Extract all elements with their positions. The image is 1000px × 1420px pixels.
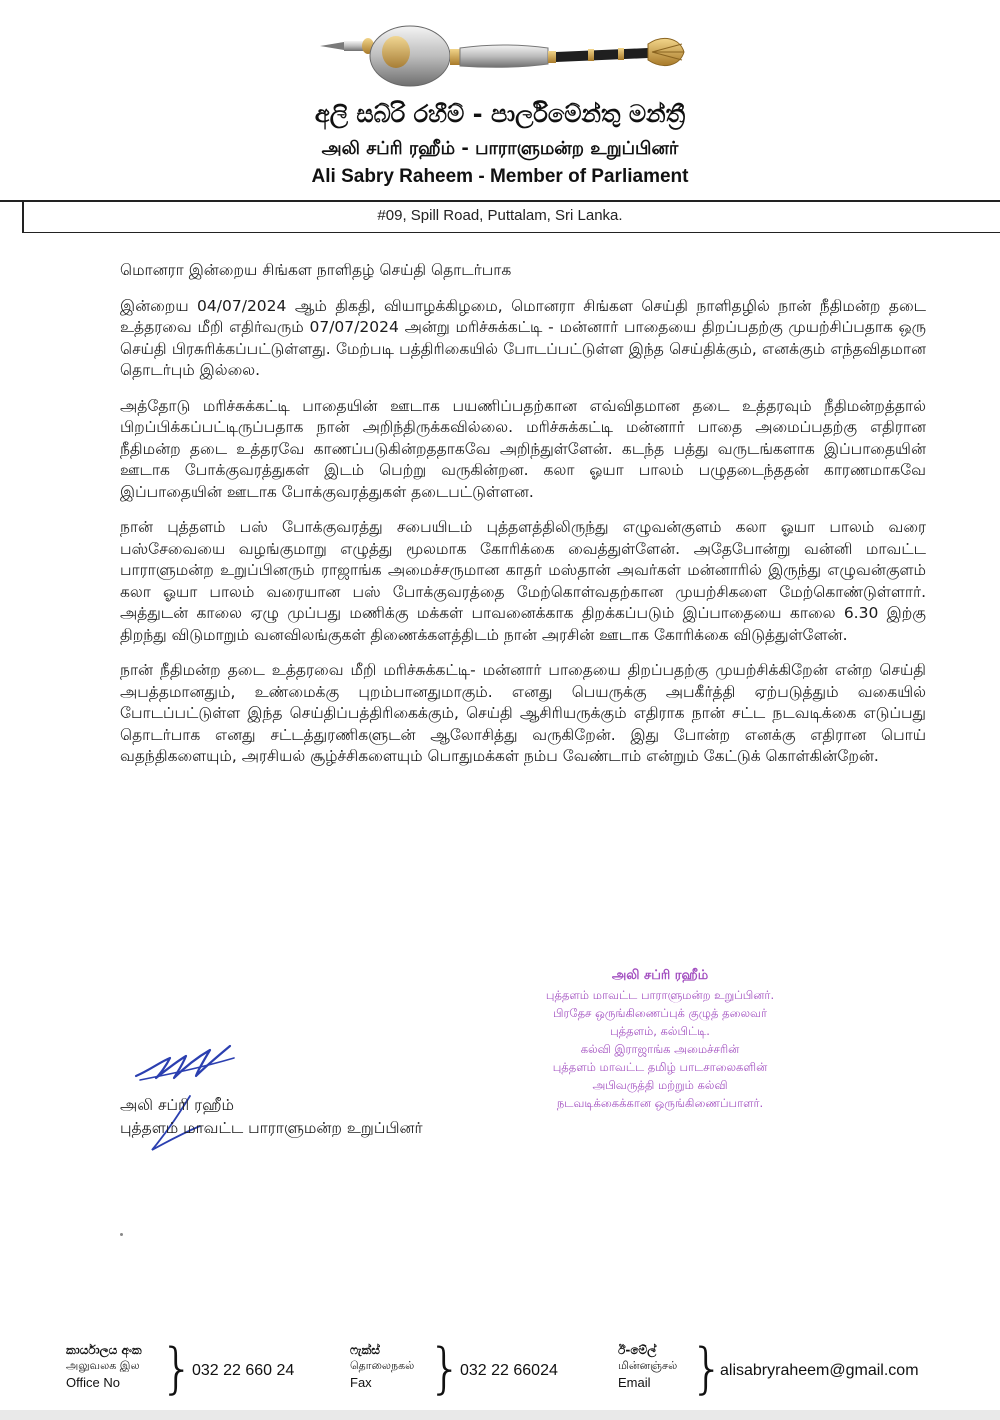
- signoff-block: [120, 1094, 423, 1140]
- header-address: #09, Spill Road, Puttalam, Sri Lanka.: [377, 207, 623, 224]
- office-number: 032 22 660 24: [192, 1362, 295, 1379]
- signoff-name: அலி சப்ரி ரஹீம்: [120, 1096, 234, 1114]
- letter-paragraph: அத்தோடு மரிச்சுக்கட்டி பாதையின் ஊடாக பயணிப்பதற்கான எவ்விதமான தடை உத்தரவும் நீதிமன்றத்தால் பிறப்பிக்கப்பட்டிருப்பதாக நான் அறிந்திருக்கவில்லை. மரிச்சுக்கட்டி மன்னார் பாதை அமைப்பதற்கு எதிரான நீதிமன்ற தடை உத்தரவே காணப்படுகின்றததாகவே அறிந்துள்ளேன். கடந்த பத்து வருடங்களாக இப்பாதையின் ஊடாக போக்குவரத்துகள் இடம் பெற்று வருகின்றன. கலா ஓயா பாலம் பழுதடைந்ததன் காரணமாகவே இப்பாதையின் ஊடாக போக்குவரத்துகள் தடைபட்டுள்ளன.: [120, 396, 926, 501]
- footer-contacts: [0, 1337, 1000, 1402]
- email-label-tamil: மின்னஞ்சல்: [618, 1359, 678, 1372]
- parliament-mace-emblem: [318, 22, 688, 94]
- footer-office-labels: [66, 1342, 142, 1392]
- header-title-english: Ali Sabry Raheem - Member of Parliament: [311, 166, 689, 187]
- brace-icon: }: [428, 1337, 463, 1400]
- stamp-line: அபிவருத்தி மற்றும் கல்வி: [592, 1078, 728, 1092]
- fax-label-english: Fax: [350, 1375, 372, 1390]
- footer-email-labels: [618, 1342, 677, 1392]
- stray-mark: [120, 1233, 123, 1236]
- signoff-title: புத்தளம் மாவட்ட பாராளுமன்ற உறுப்பினர்: [120, 1119, 423, 1137]
- letter-paragraph: நான் புத்தளம் பஸ் போக்குவரத்து சபையிடம் புத்தளத்திலிருந்து எழுவன்குளம் கலா ஓயா பாலம் வரை பஸ்சேவையை வழங்குமாறு எழுத்து மூலமாக கோரிக்கை வைத்துள்ளேன். அதேபோன்று வன்னி மாவட்ட பாராளுமன்ற உறுப்பினரும் ராஜாங்க அமைச்சருமான காதர் மஸ்தான் அவர்கள் மன்னாரில் இருந்து எழுவன்குளம் கலா ஓயா பாலம் வரையான பஸ் போக்குவரத்தை மேற்கொள்வதற்கான முயற்சிகளை மேற்கொண்டுள்ளார். அத்துடன் காலை ஏழு முப்பது மணிக்கு மக்கள் பாவனைக்காக திறக்கப்படும் இப்பாதையை காலை 6.30 இற்கு திறந்து விடுமாறும் வனவிலங்குகள் திணைக்களத்திடம் நான் அரசின் ஊடாக கோரிக்கை விடுத்துள்ளேன்.: [120, 518, 926, 644]
- brace-icon: }: [690, 1337, 725, 1400]
- stamp-line: நடவடிக்கைக்கான ஒருங்கிணைப்பாளர்.: [556, 1096, 764, 1110]
- header-title-sinhala: අලි සබ්රි රහීම් - පාර්ලිමේන්තු මන්ත්‍රී: [314, 100, 686, 128]
- stamp-line: புத்தளம் மாவட்ட பாராளுமன்ற உறுப்பினர்.: [545, 988, 775, 1002]
- stamp-line: புத்தளம் மாவட்ட தமிழ் பாடசாலைகளின்: [552, 1060, 768, 1074]
- letter-paragraph: இன்றைய 04/07/2024 ஆம் திகதி, வியாழக்கிழமை, மொனரா சிங்கள செய்தி நாளிதழில் நான் நீதிமன்ற தடை உத்தரவை மீறி எதிர்வரும் 07/07/2024 அன்று மரிச்சுக்கட்டி - மன்னார் பாதையை திறப்பதற்கு முயற்சிப்பதாக ஒரு செய்தி பிரசுரிக்கப்பட்டுள்ளது. மேற்படி பத்திரிகையில் போடப்பட்டுள்ள இந்த செய்திக்கும், எனக்கும் எந்தவிதமான தொடர்பும் இல்லை.: [120, 296, 927, 379]
- email-label-sinhala: ඊ-මේල්: [618, 1343, 657, 1357]
- office-label-english: Office No: [66, 1375, 120, 1390]
- letter-paragraph: நான் நீதிமன்ற தடை உத்தரவை மீறி மரிச்சுக்கட்டி- மன்னார் பாதையை திறப்பதற்கு முயற்சிக்கிறேன் என்ற செய்தி அபத்தமானதும், உண்மைக்கு புறம்பானதுமாகும். எனது பெயருக்கு அபகீர்த்தி ஏற்படுத்தும் வகையில் போடப்பட்டுள்ள இந்த செய்திப்பத்திரிகைக்கும், செய்தி ஆசிரியருக்கும் எதிராக நான் சட்ட நடவடிக்கை எடுப்பது தொடர்பாக எனது சட்டத்துரணிகளுடன் ஆலோசித்து வருகிறேன். இது போன்ற எனக்கு எதிரான பொய் வதந்திகளையும், அரசியல் சூழ்ச்சிகளையும் பொதுமக்கள் நம்ப வேண்டாம் என்றும் கேட்டுக் கொள்கின்றேன்.: [120, 661, 926, 765]
- fax-label-sinhala: ෆැක්ස්: [350, 1343, 380, 1357]
- fax-label-tamil: தொலைநகல்: [350, 1359, 415, 1372]
- fax-number: 032 22 66024: [460, 1362, 558, 1379]
- page-bottom-edge: [0, 1410, 1000, 1420]
- header-title-tamil: அலி சப்ரி ரஹீம் - பாராளுமன்ற உறுப்பினர்: [321, 138, 679, 159]
- stamp-line: கல்வி இராஜாங்க அமைச்சரின்: [580, 1042, 740, 1056]
- letter-heading: மொனரா இன்றைய சிங்கள நாளிதழ் செய்தி தொடர்பாக: [120, 261, 512, 279]
- letter-body: [120, 260, 926, 782]
- footer-fax-labels: [350, 1342, 414, 1392]
- office-label-sinhala: කාර්යාලය අංක: [66, 1343, 142, 1357]
- stamp-name: அலி சப்ரி ரஹீம்: [611, 968, 709, 983]
- header-divider-top: [0, 200, 1000, 202]
- brace-icon: }: [160, 1337, 195, 1400]
- stamp-line: பிரதேச ஒருங்கிணைப்புக் குழுத் தலைவர்: [552, 1006, 768, 1020]
- stamp-line: புத்தளம், கல்பிட்டி.: [610, 1024, 710, 1038]
- email-label-english: Email: [618, 1375, 651, 1390]
- header-divider-bottom: [22, 232, 1000, 233]
- official-stamp: [470, 966, 850, 1112]
- email-address[interactable]: alisabryraheem@gmail.com: [720, 1362, 919, 1379]
- office-label-tamil: அலுவலக இல: [66, 1359, 140, 1372]
